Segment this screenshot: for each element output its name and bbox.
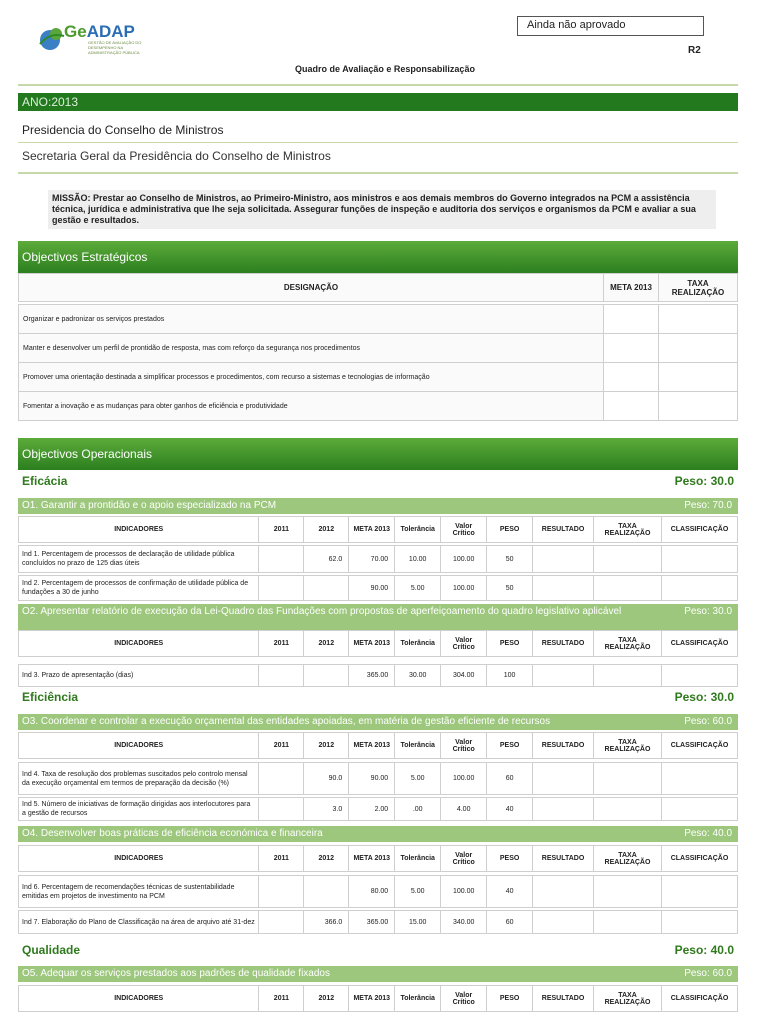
value-2011 — [259, 911, 304, 934]
operational-objectives-header: Objectivos Operacionais — [18, 438, 738, 470]
eficiencia-peso: Peso: 30.0 — [674, 690, 734, 704]
value-peso: 40 — [487, 876, 533, 908]
value-2012: 366.0 — [304, 911, 349, 934]
objective-title: O2. Apresentar relatório de execução da Lei-Quadro das Fundações com propostas de aperfeiçoamento do quadro legislativo aplicável — [22, 606, 622, 617]
col-tolerancia: Tolerância — [395, 517, 441, 543]
objective-o5-bar — [18, 966, 738, 982]
value-meta: 80.00 — [349, 876, 395, 908]
value-meta: 90.00 — [349, 763, 395, 795]
objective-o2-bar — [18, 604, 738, 630]
indicators-table-o5 — [18, 985, 738, 1012]
objective-o3-bar — [18, 714, 738, 730]
value-tolerancia: 10.00 — [395, 546, 441, 573]
col-indicadores: INDICADORES — [19, 986, 259, 1012]
objective-title: O3. Coordenar e controlar a execução orçamental das entidades apoiadas, em matéria de gestão eficiente de recursos — [22, 716, 551, 727]
objective-peso: Peso: 70.0 — [684, 500, 732, 511]
value-peso: 50 — [487, 576, 533, 601]
col-peso: PESO — [487, 986, 533, 1012]
col-resultado: RESULTADO — [533, 517, 594, 543]
eficiencia-label: Eficiência — [22, 690, 79, 704]
objective-o4-bar — [18, 826, 738, 842]
table-header-row — [19, 631, 738, 657]
col-tolerancia: Tolerância — [395, 631, 441, 657]
logo-text: GeADAP — [64, 22, 135, 41]
value-peso: 50 — [487, 546, 533, 573]
indicator-label: Ind 1. Percentagem de processos de declaração de utilidade pública concluídos no prazo de 125 dias úteis — [19, 546, 259, 573]
col-peso: PESO — [487, 733, 533, 759]
value-2011 — [259, 763, 304, 795]
table-row — [19, 363, 738, 392]
divider — [18, 84, 738, 86]
divider — [18, 142, 738, 143]
table-row — [19, 763, 738, 795]
value-critico: 100.00 — [441, 763, 487, 795]
objective-peso: Peso: 60.0 — [684, 968, 732, 979]
col-critico: Valor Crítico — [441, 846, 487, 872]
col-meta: META 2013 — [349, 631, 395, 657]
value-meta: 2.00 — [349, 798, 395, 821]
value-tolerancia: 5.00 — [395, 576, 441, 601]
col-tolerancia: Tolerância — [395, 733, 441, 759]
value-meta: 365.00 — [349, 665, 395, 687]
table-row — [19, 911, 738, 934]
col-classificacao: CLASSIFICAÇÃO — [661, 631, 737, 657]
col-meta: META 2013 — [349, 517, 395, 543]
indicator-label: Ind 4. Taxa de resolução dos problemas suscitados pelo controlo mensal da execução orçamental em termos de preparação da decisão (%) — [19, 763, 259, 795]
objective-peso: Peso: 30.0 — [684, 606, 732, 617]
indicator-label: Ind 3. Prazo de apresentação (dias) — [19, 665, 259, 687]
col-critico: Valor Crítico — [441, 733, 487, 759]
objective-peso: Peso: 40.0 — [684, 828, 732, 839]
value-critico: 304.00 — [441, 665, 487, 687]
col-meta: META 2013 — [349, 733, 395, 759]
value-peso: 60 — [487, 763, 533, 795]
value-critico: 100.00 — [441, 576, 487, 601]
eficacia-label: Eficácia — [22, 474, 68, 488]
strategic-objective-text: Manter e desenvolver um perfil de prontidão de resposta, mas com reforço da segurança nos procedimentos — [19, 334, 604, 363]
objective-title: O1. Garantir a prontidão e o apoio especializado na PCM — [22, 500, 277, 511]
value-2011 — [259, 576, 304, 601]
approval-status-box: Ainda não aprovado — [517, 16, 704, 36]
qualidade-peso: Peso: 40.0 — [674, 943, 734, 957]
col-critico: Valor Crítico — [441, 631, 487, 657]
col-indicadores: INDICADORES — [19, 846, 259, 872]
col-critico: Valor Crítico — [441, 517, 487, 543]
col-indicadores: INDICADORES — [19, 517, 259, 543]
table-row — [19, 392, 738, 421]
col-classificacao: CLASSIFICAÇÃO — [661, 846, 737, 872]
objective-o1-bar — [18, 498, 738, 514]
qualidade-label: Qualidade — [22, 943, 81, 957]
col-classificacao: CLASSIFICAÇÃO — [661, 733, 737, 759]
value-critico: 4.00 — [441, 798, 487, 821]
value-tolerancia: 15.00 — [395, 911, 441, 934]
col-taxa: TAXA REALIZAÇÃO — [594, 846, 662, 872]
value-2011 — [259, 546, 304, 573]
value-2012: 90.0 — [304, 763, 349, 795]
table-row — [19, 876, 738, 908]
col-2011: 2011 — [259, 733, 304, 759]
table-row — [19, 798, 738, 821]
value-2012 — [304, 876, 349, 908]
col-tolerancia: Tolerância — [395, 846, 441, 872]
col-indicadores: INDICADORES — [19, 733, 259, 759]
value-peso: 40 — [487, 798, 533, 821]
value-2012: 3.0 — [304, 798, 349, 821]
strategic-objective-text: Fomentar a inovação e as mudanças para obter ganhos de eficiência e produtividade — [19, 392, 604, 421]
table-row — [19, 546, 738, 573]
indicator-label: Ind 6. Percentagem de recomendações técnicas de sustentabilidade emitidas em projetos de investimento na PCM — [19, 876, 259, 908]
objective-title: O4. Desenvolver boas práticas de eficiência económica e financeira — [22, 828, 323, 839]
col-taxa: TAXA REALIZAÇÃO — [594, 733, 662, 759]
table-row — [19, 334, 738, 363]
value-2012 — [304, 665, 349, 687]
table-header-row — [19, 274, 738, 302]
logo-subtitle: GESTÃO DE AVALIAÇÃO DO DESEMPENHO NA ADMINISTRAÇÃO PÚBLICA — [88, 40, 142, 55]
table-header-row — [19, 517, 738, 543]
value-tolerancia: .00 — [395, 798, 441, 821]
col-peso: PESO — [487, 517, 533, 543]
value-meta: 90.00 — [349, 576, 395, 601]
document-title: Quadro de Avaliação e Responsabilização — [295, 64, 475, 74]
value-tolerancia: 5.00 — [395, 763, 441, 795]
value-critico: 100.00 — [441, 546, 487, 573]
col-2012: 2012 — [304, 517, 349, 543]
col-2011: 2011 — [259, 631, 304, 657]
objective-peso: Peso: 60.0 — [684, 716, 732, 727]
value-tolerancia: 30.00 — [395, 665, 441, 687]
indicators-table-o1 — [18, 516, 738, 601]
indicator-label: Ind 7. Elaboração do Plano de Classificação na área de arquivo até 31-dez — [19, 911, 259, 934]
col-2011: 2011 — [259, 846, 304, 872]
col-taxa: TAXA REALIZAÇÃO — [594, 986, 662, 1012]
col-2012: 2012 — [304, 846, 349, 872]
value-2011 — [259, 798, 304, 821]
table-header-row — [19, 986, 738, 1012]
col-2011: 2011 — [259, 517, 304, 543]
col-taxa: TAXA REALIZAÇÃO — [594, 517, 662, 543]
organization-name: Presidencia do Conselho de Ministros — [22, 123, 224, 137]
col-tolerancia: Tolerância — [395, 986, 441, 1012]
col-peso: PESO — [487, 631, 533, 657]
strategic-objective-text: Promover uma orientação destinada a simplificar processos e procedimentos, com recurso a sistemas e tecnologias de informação — [19, 363, 604, 392]
col-2012: 2012 — [304, 631, 349, 657]
strategic-objectives-header: Objectivos Estratégicos — [18, 241, 738, 273]
col-2011: 2011 — [259, 986, 304, 1012]
strategic-objectives-table — [18, 273, 738, 421]
value-peso: 60 — [487, 911, 533, 934]
indicator-label: Ind 2. Percentagem de processos de confirmação de utilidade pública de fundações a 30 de junho — [19, 576, 259, 601]
col-resultado: RESULTADO — [533, 631, 594, 657]
value-meta: 70.00 — [349, 546, 395, 573]
meta-header: META 2013 — [604, 274, 659, 302]
col-critico: Valor Crítico — [441, 986, 487, 1012]
table-row — [19, 305, 738, 334]
value-2011 — [259, 665, 304, 687]
indicators-table-o3 — [18, 732, 738, 821]
col-2012: 2012 — [304, 733, 349, 759]
mission-statement: MISSÃO: Prestar ao Conselho de Ministros, ao Primeiro-Ministro, aos ministros e aos demais membros do Governo integrados na PCM a assistência técnica, jurídica e administrativa que lhe seja solicitada. Assegurar funções de inspeção e auditoria dos serviços e organismos da PCM e avaliar a sua gestão e resultados. — [48, 190, 716, 229]
objective-title: O5. Adequar os serviços prestados aos padrões de qualidade fixados — [22, 968, 330, 979]
table-header-row — [19, 846, 738, 872]
col-indicadores: INDICADORES — [19, 631, 259, 657]
col-meta: META 2013 — [349, 986, 395, 1012]
col-classificacao: CLASSIFICAÇÃO — [661, 986, 737, 1012]
value-peso: 100 — [487, 665, 533, 687]
col-classificacao: CLASSIFICAÇÃO — [661, 517, 737, 543]
value-critico: 340.00 — [441, 911, 487, 934]
eficacia-peso: Peso: 30.0 — [674, 474, 734, 488]
table-row — [19, 665, 738, 687]
entity-name: Secretaria Geral da Presidência do Conselho de Ministros — [22, 149, 331, 163]
year-bar: ANO:2013 — [18, 93, 738, 111]
divider — [18, 172, 738, 174]
col-resultado: RESULTADO — [533, 733, 594, 759]
table-row — [19, 576, 738, 601]
value-meta: 365.00 — [349, 911, 395, 934]
col-resultado: RESULTADO — [533, 986, 594, 1012]
strategic-objective-text: Organizar e padronizar os serviços prestados — [19, 305, 604, 334]
indicators-table-o2 — [18, 630, 738, 687]
col-taxa: TAXA REALIZAÇÃO — [594, 631, 662, 657]
col-peso: PESO — [487, 846, 533, 872]
col-2012: 2012 — [304, 986, 349, 1012]
indicators-table-o4 — [18, 845, 738, 934]
taxa-header: TAXA REALIZAÇÃO — [659, 274, 738, 302]
value-critico: 100.00 — [441, 876, 487, 908]
indicator-label: Ind 5. Número de iniciativas de formação dirigidas aos interlocutores para a gestão de recursos — [19, 798, 259, 821]
value-tolerancia: 5.00 — [395, 876, 441, 908]
designacao-header: DESIGNAÇÃO — [19, 274, 604, 302]
value-2012: 62.0 — [304, 546, 349, 573]
col-meta: META 2013 — [349, 846, 395, 872]
table-header-row — [19, 733, 738, 759]
report-code: R2 — [688, 45, 701, 56]
col-resultado: RESULTADO — [533, 846, 594, 872]
value-2011 — [259, 876, 304, 908]
value-2012 — [304, 576, 349, 601]
